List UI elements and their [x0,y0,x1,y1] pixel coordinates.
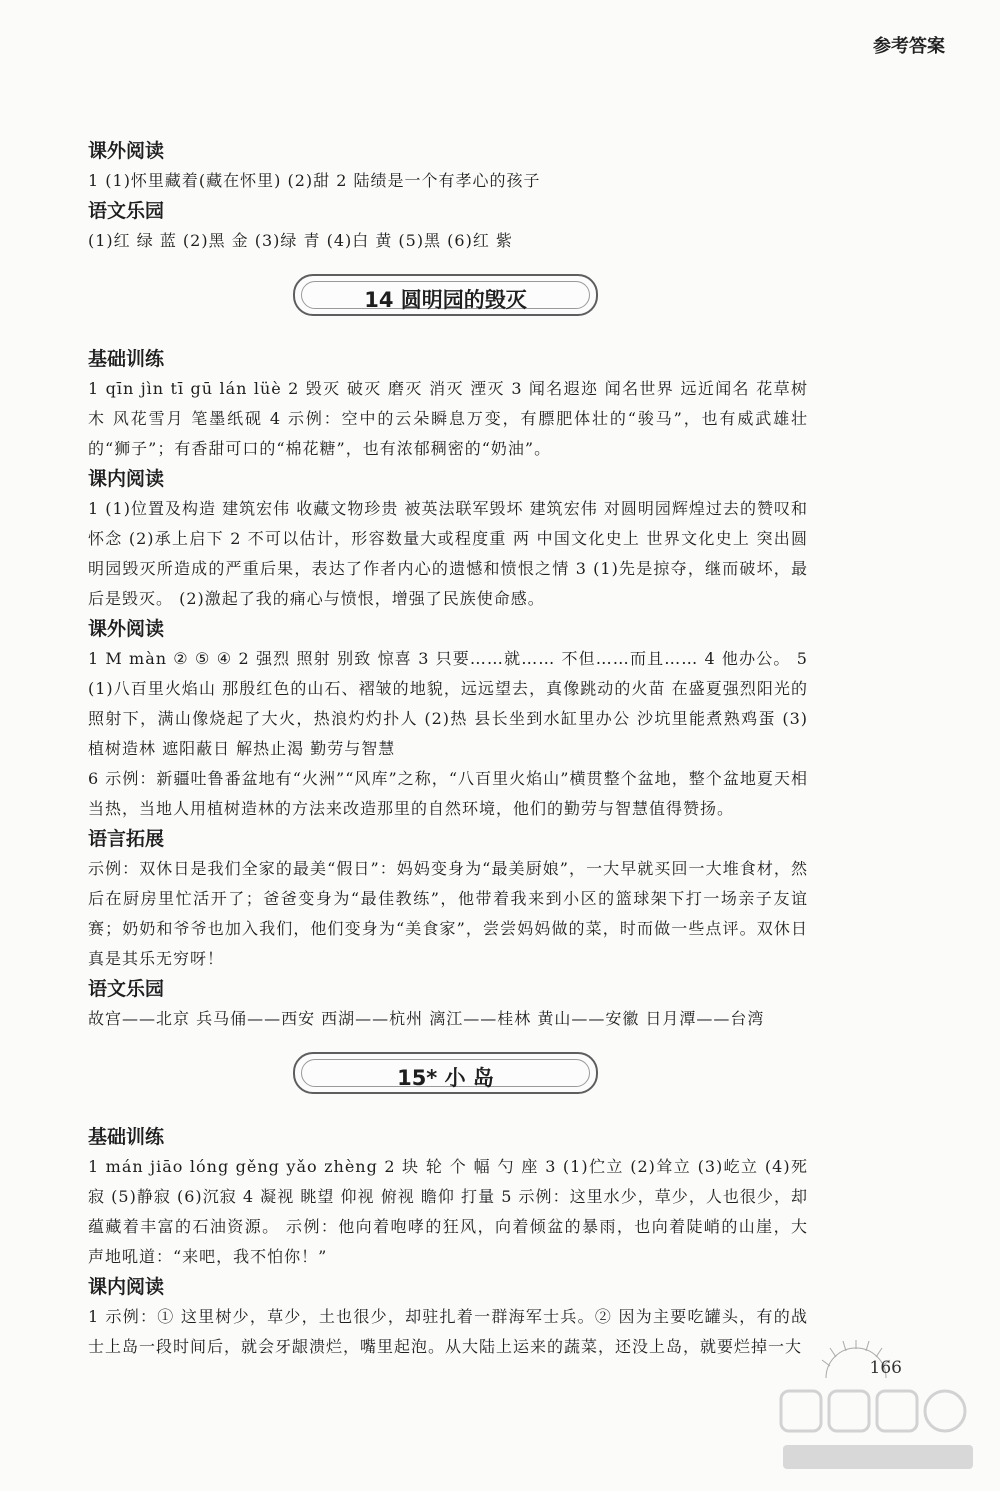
lesson-banner-frame [293,1052,598,1094]
answer-line: 1 (1)怀里藏着(藏在怀里) (2)甜 2 陆绩是一个有孝心的孩子 [88,171,541,190]
header-label: 参考答案 [873,36,945,57]
answer-paragraph: 1 M màn ② ⑤ ④ 2 强烈 照射 别致 惊喜 3 只要……就…… 不但……而且…… 4 他办公。 5 (1)八百里火焰山 那殷红色的山石、褶皱的地貌，远远望去，真像跳动的火苗 在盛夏强烈阳光的照射下，满山像烧起了大火，热浪灼灼扑人 (2)热 县长坐到水缸里办公 沙坑里能煮熟鸡蛋 (3)植树造林 遮阳蔽日 解热止渴 勤劳与智慧 [88,649,808,758]
section-title: 课内阅读 [88,1276,165,1298]
answer-paragraph: 示例：双休日是我们全家的最美“假日”：妈妈变身为“最美厨娘”，一大早就买回一大堆食材，然后在厨房里忙活开了；爸爸变身为“最佳教练”，他带着我来到小区的篮球架下打一场亲子友谊赛；奶奶和爷爷也加入我们，他们变身为“美食家”，尝尝妈妈做的菜，时而做一些点评。双休日真是其乐无穷呀！ [88,859,808,968]
section-title: 语文乐园 [88,978,165,1000]
section-title: 课内阅读 [88,468,165,490]
section-title: 语文乐园 [88,200,165,222]
lesson-title: 15* 小 岛 [397,1066,494,1090]
lesson-banner [88,1040,808,1118]
section-title: 基础训练 [88,348,165,370]
lesson-title: 14 圆明园的毁灭 [364,288,527,312]
watermark-logo-icon [773,1385,978,1475]
section-title: 基础训练 [88,1126,165,1148]
section-title: 课外阅读 [88,618,165,640]
section-title: 课外阅读 [88,140,165,162]
content [88,136,808,1362]
answer-paragraph: 1 qīn jìn tī gū lán lüè 2 毁灭 破灭 磨灭 消灭 湮灭 3 闻名遐迩 闻名世界 远近闻名 花草树木 风花雪月 笔墨纸砚 4 示例：空中的云朵瞬息万变，有膘肥体壮的“骏马”，也有威武雄壮的“狮子”；有香甜可口的“棉花糖”，也有浓郁稠密的“奶油”。 [88,379,808,458]
answer-paragraph: 1 (1)位置及构造 建筑宏伟 收藏文物珍贵 被英法联军毁坏 建筑宏伟 对圆明园辉煌过去的赞叹和怀念 (2)承上启下 2 不可以估计，形容数量大或程度重 两 中国文化史上 世界文化史上 突出圆明园毁灭所造成的严重后果，表达了作者内心的遗憾和愤恨之情 3 (1)先是掠夺，继而破坏，最后是毁灭。 (2)激起了我的痛心与愤恨，增强了民族使命感。 [88,499,808,608]
page-number: 166 [869,1358,902,1378]
answer-line: (1)红 绿 蓝 (2)黑 金 (3)绿 青 (4)白 黄 (5)黑 (6)红 紫 [88,231,513,250]
lesson-banner-frame [293,274,598,316]
section-title: 语言拓展 [88,828,165,850]
lesson-banner [88,262,808,340]
answer-paragraph: 1 mán jiāo lóng gěng yǎo zhèng 2 块 轮 个 幅 勺 座 3 (1)伫立 (2)耸立 (3)屹立 (4)死寂 (5)静寂 (6)沉寂 4 凝视 眺望 仰视 俯视 瞻仰 打量 5 示例：这里水少，草少，人也很少，却蕴藏着丰富的石油资源。 示例：他向着咆哮的狂风，向着倾盆的暴雨，也向着陡峭的山崖，大声地吼道：“来吧，我不怕你！” [88,1157,808,1266]
answer-paragraph: 6 示例：新疆吐鲁番盆地有“火洲”“风库”之称，“八百里火焰山”横贯整个盆地，整个盆地夏天相当热，当地人用植树造林的方法来改造那里的自然环境，他们的勤劳与智慧值得赞扬。 [88,769,808,818]
answer-paragraph: 故宫——北京 兵马俑——西安 西湖——杭州 漓江——桂林 黄山——安徽 日月潭——台湾 [88,1009,765,1028]
answer-paragraph: 1 示例：① 这里树少，草少，土也很少，却驻扎着一群海军士兵。② 因为主要吃罐头，有的战士上岛一段时间后，就会牙龈溃烂，嘴里起泡。从大陆上运来的蔬菜，还没上岛，就要烂掉一大 [88,1307,808,1356]
